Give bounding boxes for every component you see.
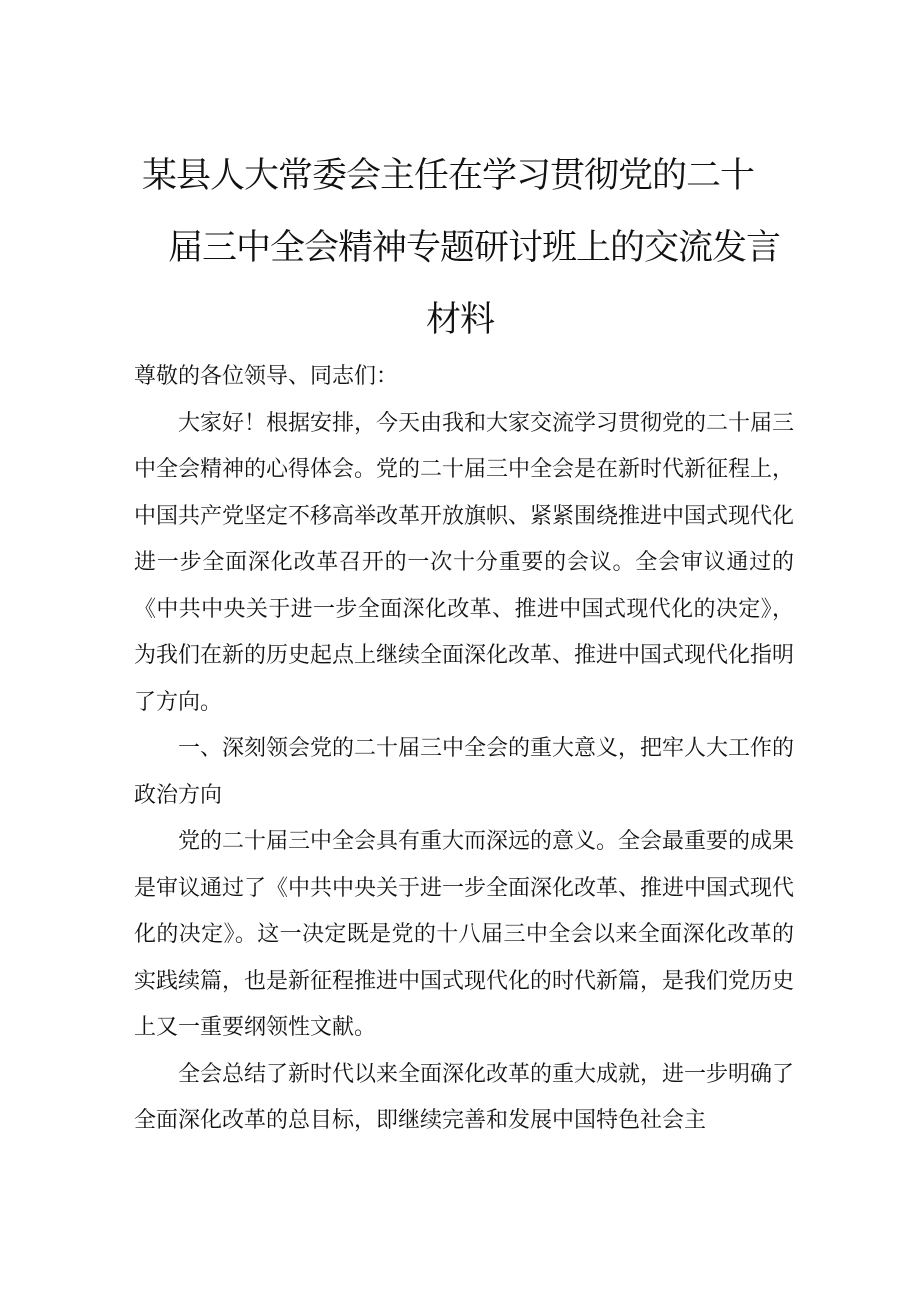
paragraph-summary: 全会总结了新时代以来全面深化改革的重大成就，进一步明确了全面深化改革的总目标，即继续完善和发展中国特色社会主: [134, 1061, 795, 1133]
title-line-2: 届三中全会精神专题研讨班上的交流发言: [168, 228, 781, 268]
paragraph-intro: 大家好！根据安排，今天由我和大家交流学习贯彻党的二十届三中全会精神的心得体会。党的二十届三中全会是在新时代新征程上，中国共产党坚定不移高举改革开放旗帜、紧紧围绕推进中国式现代化进一步全面深化改革召开的一次十分重要的会议。全会审议通过的《中共中央关于进一步全面深化改革、推进中国式现代化的决定》，为我们在新的历史起点上继续全面深化改革、推进中国式现代化指明了方向。: [134, 410, 795, 715]
title-line-1: 某县人大常委会主任在学习贯彻党的二十: [142, 156, 755, 196]
document-title: [120, 140, 800, 356]
document-body: [134, 354, 794, 1145]
section-heading-1: 一、深刻领会党的二十届三中全会的重大意义，把牢人大工作的政治方向: [134, 736, 795, 808]
paragraph-significance: 党的二十届三中全会具有重大而深远的意义。全会最重要的成果是审议通过了《中共中央关于进一步全面深化改革、推进中国式现代化的决定》。这一决定既是党的十八届三中全会以来全面深化改革的实践续篇，也是新征程推进中国式现代化的时代新篇，是我们党历史上又一重要纲领性文献。: [134, 829, 795, 1040]
salutation: 尊敬的各位领导、同志们：: [134, 364, 399, 389]
title-line-3: 材料: [425, 300, 494, 340]
